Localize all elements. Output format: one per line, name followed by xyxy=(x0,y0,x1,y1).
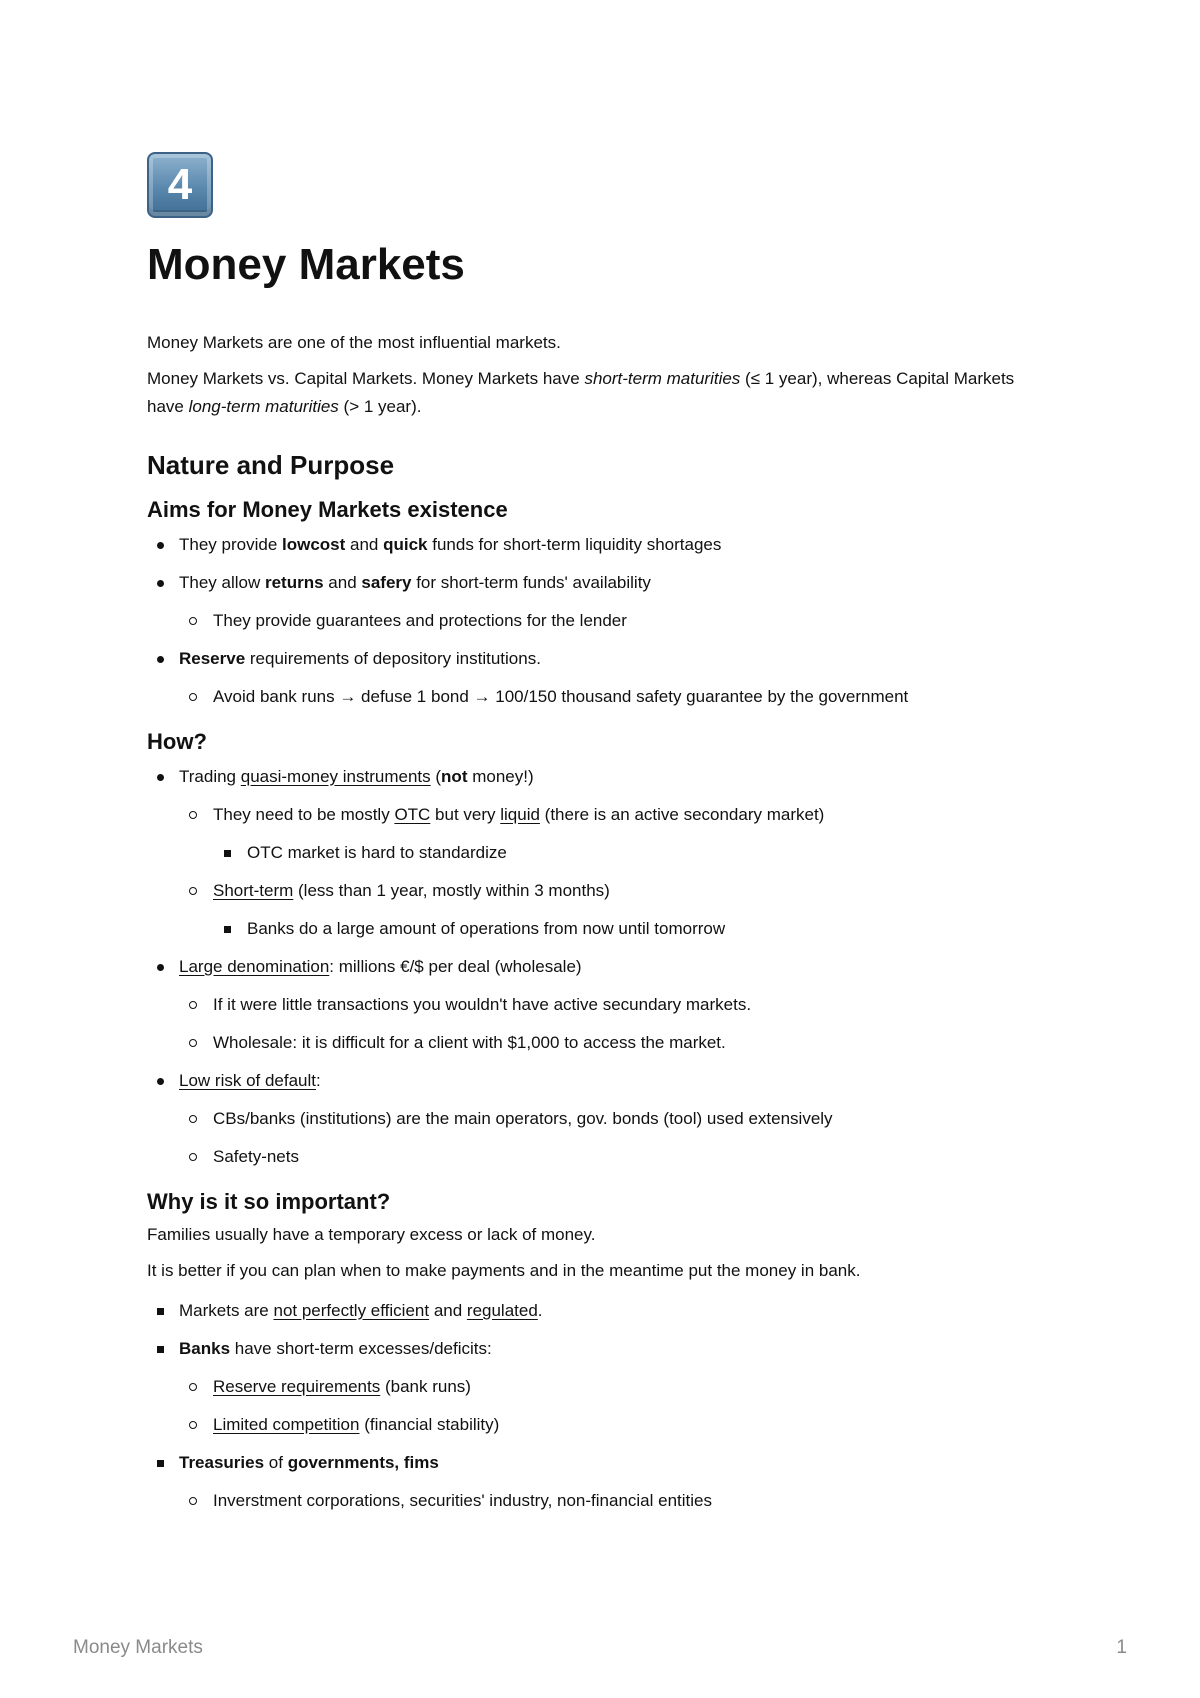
list-item: Banks do a large amount of operations from now until tomorrow xyxy=(213,917,1047,941)
sub-list xyxy=(179,685,1047,709)
text-run: Short-term xyxy=(213,880,294,900)
list-item xyxy=(179,1375,1047,1399)
list-item xyxy=(179,803,1047,865)
text-run: (bank runs) xyxy=(380,1376,471,1396)
keycap-four-icon xyxy=(147,152,213,218)
text-run: and xyxy=(323,572,362,592)
document-page xyxy=(147,152,1047,1513)
text-run: . xyxy=(537,1300,543,1320)
list-item xyxy=(147,1337,1047,1437)
text-run: Markets are xyxy=(179,1300,274,1320)
text-run: lowcost xyxy=(282,534,346,554)
list-item: Avoid bank runs → defuse 1 bond → 100/150 thousand safety guarantee by the government xyxy=(179,685,1047,709)
how-list xyxy=(147,765,1047,1169)
why-paragraph-1: Families usually have a temporary excess or lack of money. xyxy=(147,1224,596,1244)
text-run: regulated xyxy=(466,1300,538,1320)
keycap-digit: 4 xyxy=(167,160,193,209)
text: (> 1 year). xyxy=(338,396,422,416)
emphasis: long-term maturities xyxy=(188,396,339,416)
emphasis: short-term maturities xyxy=(584,368,741,388)
why-list xyxy=(147,1299,1047,1513)
list-item xyxy=(147,1299,1047,1323)
intro-paragraph-1: Money Markets are one of the most influential markets. xyxy=(147,332,561,352)
subheading-aims: Aims for Money Markets existence xyxy=(147,496,508,522)
text-run: of xyxy=(264,1452,288,1472)
sub-list xyxy=(179,1489,1047,1513)
text-run: (financial stability) xyxy=(359,1414,500,1434)
list-item: If it were little transactions you wouldn't have active secundary markets. xyxy=(179,993,1047,1017)
subheading-how: How? xyxy=(147,728,207,754)
text-run: and xyxy=(345,534,384,554)
list-item xyxy=(147,1451,1047,1513)
text-run: not xyxy=(441,766,468,786)
text-run: governments, fims xyxy=(287,1452,439,1472)
list-item: Safety-nets xyxy=(179,1145,1047,1169)
intro-paragraph-2 xyxy=(147,365,1047,421)
text-run: Treasuries xyxy=(179,1452,265,1472)
text-run: funds for short-term liquidity shortages xyxy=(427,534,722,554)
page-number: 1 xyxy=(1116,1637,1127,1658)
text-run: Large denomination xyxy=(179,956,330,976)
text-run: (less than 1 year, mostly within 3 months) xyxy=(293,880,610,900)
sub-list xyxy=(179,1107,1047,1169)
text-run: and xyxy=(429,1300,467,1320)
text-run: for short-term funds' availability xyxy=(411,572,651,592)
text-run: not perfectly efficient xyxy=(273,1300,430,1320)
list-item xyxy=(147,765,1047,941)
why-paragraph-2: It is better if you can plan when to make payments and in the meantime put the money in bank. xyxy=(147,1260,861,1280)
text-run: They allow xyxy=(179,572,265,592)
list-item xyxy=(147,955,1047,1055)
text: (≤ 1 year), whereas Capital Markets have xyxy=(147,368,1015,416)
text-run: They need to be mostly xyxy=(213,804,395,824)
aims-list xyxy=(147,533,1047,709)
footer-title: Money Markets xyxy=(73,1637,203,1658)
text-run: Trading xyxy=(179,766,241,786)
list-item: CBs/banks (institutions) are the main operators, gov. bonds (tool) used extensively xyxy=(179,1107,1047,1131)
list-item: Wholesale: it is difficult for a client with $1,000 to access the market. xyxy=(179,1031,1047,1055)
text-run: OTC xyxy=(394,804,431,824)
text-run: liquid xyxy=(500,804,540,824)
list-item xyxy=(179,1413,1047,1437)
sub-list xyxy=(179,993,1047,1055)
sub-list xyxy=(179,803,1047,941)
text-run: quick xyxy=(383,534,428,554)
list-item: Inverstment corporations, securities' industry, non-financial entities xyxy=(179,1489,1047,1513)
text-run: returns xyxy=(264,572,324,592)
list-item xyxy=(147,1069,1047,1169)
subheading-why: Why is it so important? xyxy=(147,1188,391,1214)
text-run: They provide xyxy=(179,534,282,554)
text-run: requirements of depository institutions. xyxy=(245,648,541,668)
text-run: Reserve xyxy=(179,648,246,668)
text-run: ( xyxy=(430,766,442,786)
list-item xyxy=(179,879,1047,941)
sub-sub-list xyxy=(213,917,1047,941)
list-item: They provide guarantees and protections for the lender xyxy=(179,609,1047,633)
text-run: safery xyxy=(361,572,412,592)
text-run: money!) xyxy=(467,766,534,786)
text: Money Markets vs. Capital Markets. Money Markets have xyxy=(147,368,585,388)
text-run: Limited competition xyxy=(213,1414,360,1434)
text-run: (there is an active secondary market) xyxy=(539,804,825,824)
page-title: Money Markets xyxy=(147,240,465,289)
list-item: OTC market is hard to standardize xyxy=(213,841,1047,865)
text-run: : millions €/$ per deal (wholesale) xyxy=(329,956,582,976)
sub-list xyxy=(179,1375,1047,1437)
list-item xyxy=(147,647,1047,709)
sub-sub-list xyxy=(213,841,1047,865)
text-run: Low risk of default xyxy=(179,1070,317,1090)
sub-list xyxy=(179,609,1047,633)
text-run: : xyxy=(316,1070,321,1090)
section-heading-nature: Nature and Purpose xyxy=(147,449,395,480)
text-run: but very xyxy=(430,804,501,824)
list-item xyxy=(147,533,1047,557)
text-run: quasi-money instruments xyxy=(240,766,431,786)
text-run: Reserve requirements xyxy=(213,1376,381,1396)
text-run: Banks xyxy=(179,1338,231,1358)
list-item xyxy=(147,571,1047,633)
text-run: have short-term excesses/deficits: xyxy=(230,1338,492,1358)
